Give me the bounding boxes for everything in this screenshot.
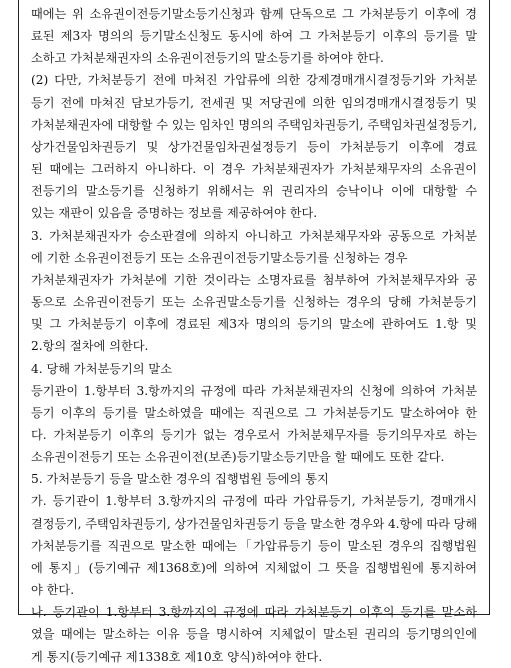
text-line: 2.항의 절차에 의한다. [31, 339, 149, 354]
text-line: 야 한다. [31, 583, 75, 598]
text-line: 료된 제3자 명의의 등기말소신청도 동시에 하여 그 가처분등기 이후의 등기를 말 [31, 29, 477, 44]
text-line: 가처분채권자에 대항할 수 있는 임차인 명의의 주택임차권등기, 주택임차권설정등기, [31, 117, 477, 132]
text-line: 소유권이전등기 또는 소유권이전(보존)등기말소등기만을 할 때에도 또한 같다. [31, 450, 445, 465]
section-heading: 4. 당해 가처분등기의 말소 [31, 361, 172, 376]
text-line: 에 통지」(등기예규 제1368호)에 의하여 지체없이 그 뜻을 집행법원에 통지하여 [31, 560, 477, 575]
text-line: 다. 가처분등기 이후의 등기가 없는 경우로서 가처분채무자를 등기의무자로 하는 [31, 427, 477, 442]
text-line: 등기 전에 마쳐진 담보가등기, 전세권 및 저당권에 의한 임의경매개시결정등기 및 [31, 95, 477, 110]
text-line: 였을 때에는 말소하는 이유 등을 명시하여 지체없이 말소된 권리의 등기명의인에 [31, 627, 477, 642]
document-page [18, 0, 490, 664]
text-line: 등기관이 1.항부터 3.항까지의 규정에 따라 가처분채권자의 신청에 의하여 가처분 [31, 383, 477, 398]
text-line: 소하고 가처분채권자의 소유권이전등기의 말소등기를 하여야 한다. [31, 51, 384, 66]
text-line: 가. 등기관이 1.항부터 3.항까지의 규정에 따라 가압류등기, 가처분등기, 경매개시 [31, 494, 477, 509]
text-line: 된 때에는 그러하지 아니하다. 이 경우 가처분채권자가 가처분채무자의 소유권이 [31, 162, 477, 177]
text-line: 3. 가처분채권자가 승소판결에 의하지 아니하고 가처분채무자와 공동으로 가처분 [31, 228, 477, 243]
text-line: 나. 등기관이 1.항부터 3.항까지의 규정에 따라 가처분등기 이후의 등기를 말소하 [31, 605, 477, 620]
text-line: 동으로 소유권이전등기 또는 소유권말소등기를 신청하는 경우의 당해 가처분등기 [31, 295, 477, 310]
text-line: 상가건물임차권등기 및 상가건물임차권설정등기 등이 가처분등기 이후에 경료 [31, 139, 477, 154]
text-line: 가처분채권자가 가처분에 기한 것이라는 소명자료를 첨부하여 가처분채무자와 공 [31, 272, 477, 287]
text-line: 때에는 위 소유권이전등기말소등기신청과 함께 단독으로 그 가처분등기 이후에 경 [31, 7, 477, 21]
text-line: 및 그 가처분등기 이후에 경료된 제3자 명의의 등기의 말소에 관하여도 1.항 및 [31, 317, 477, 332]
text-line: 등기 이후의 등기를 말소하였을 때에는 직권으로 그 가처분등기도 말소하여야 한 [31, 405, 477, 420]
text-line: (2) 다만, 가처분등기 전에 마쳐진 가압류에 의한 강제경매개시결정등기와 가처분 [31, 73, 477, 88]
section-heading: 5. 가처분등기 등을 말소한 경우의 집행법원 등에의 통지 [31, 472, 329, 487]
text-line: 결정등기, 주택임차권등기, 상가건물임차권등기 등을 말소한 경우와 4.항에 따라 당해 [31, 516, 477, 531]
text-line: 있는 재판이 있음을 증명하는 정보를 제공하여야 한다. [31, 206, 318, 221]
text-line: 에 기한 소유권이전등기 또는 소유권이전등기말소등기를 신청하는 경우 [31, 250, 408, 265]
document-body [31, 3, 477, 668]
text-line: 가처분등기를 직권으로 말소한 때에는「가압류등기 등이 말소된 경우의 집행법원 [31, 538, 477, 553]
text-line: 게 통지(등기예규 제1338호 제10호 양식)하여야 한다. [31, 649, 323, 664]
text-line: 전등기의 말소등기를 신청하기 위해서는 위 권리자의 승낙이나 이에 대항할 수 [31, 184, 477, 199]
